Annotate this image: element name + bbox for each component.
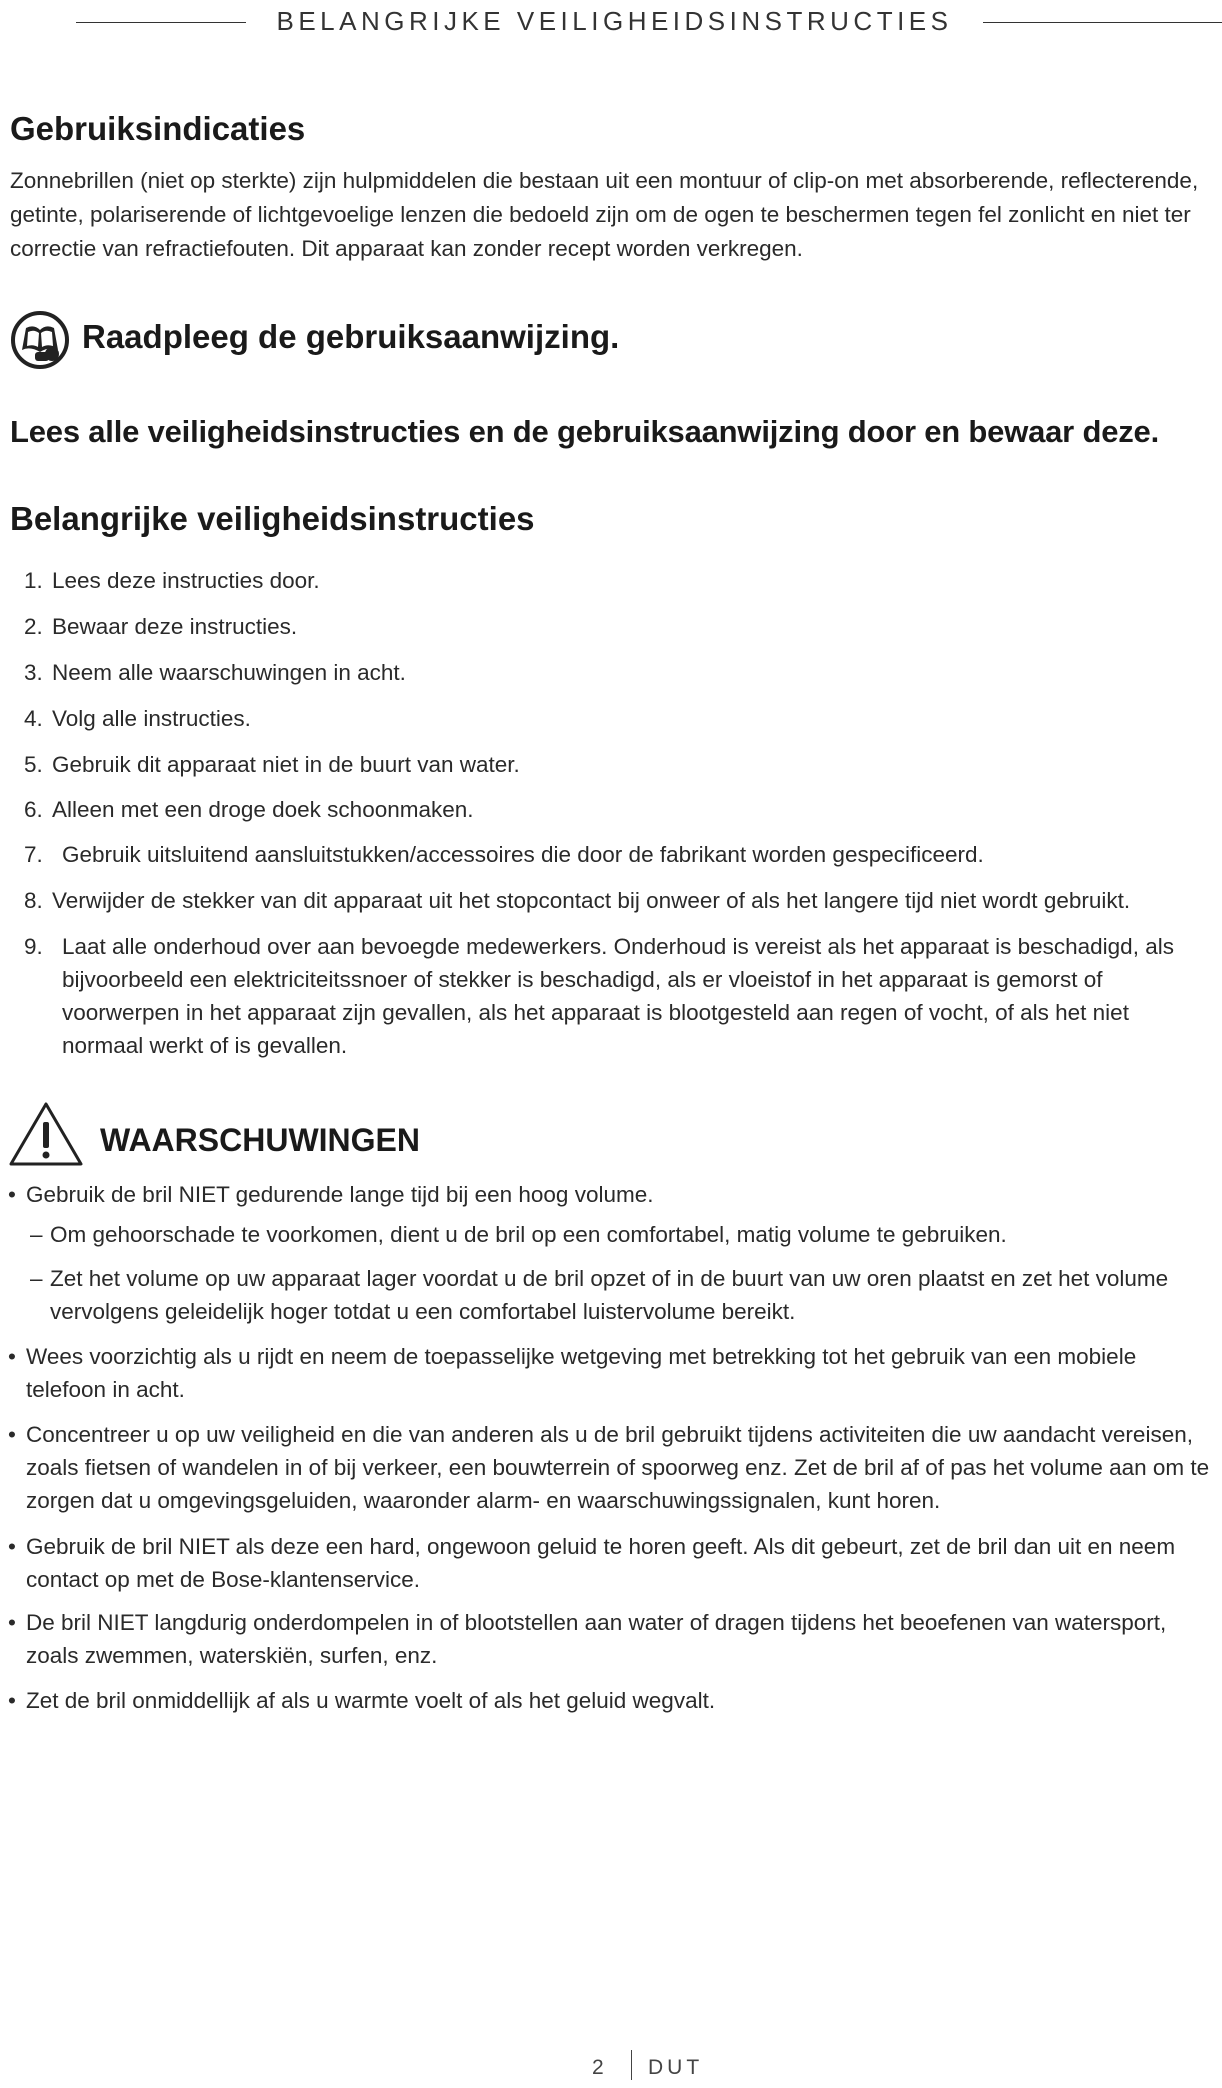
list-item-text: Neem alle waarschuwingen in acht. (52, 660, 406, 685)
list-item-number: 3. (24, 660, 43, 685)
list-item-text: Wees voorzichtig als u rijdt en neem de toepasselijke wetgeving met betrekking tot het gebruik van een mobiele telefoon in acht. (26, 1344, 1137, 1402)
list-item-text: De bril NIET langdurig onderdompelen in of blootstellen aan water of dragen tijdens het beoefenen van watersport, zoals zwemmen, waterskiën, surfen, enz. (26, 1610, 1167, 1668)
list-item-text: Zet de bril onmiddellijk af als u warmte voelt of als het geluid wegvalt. (26, 1688, 716, 1713)
bullet-marker: • (8, 1534, 16, 1559)
usage-paragraph: Zonnebrillen (niet op sterkte) zijn hulpmiddelen die bestaan uit een montuur of clip-on met absorberende, reflecterende, getinte, polariserende of lichtgevoelige lenzen die bedoeld zijn om de ogen te beschermen tegen fel zonlicht en niet ter correctie van refractiefouten. Dit apparaat kan zonder recept worden verkregen. (10, 168, 1199, 261)
safety-heading: Belangrijke veiligheidsinstructies (10, 500, 535, 537)
usage-heading: Gebruiksindicaties (10, 110, 306, 147)
list-item-text: Concentreer u op uw veiligheid en die van anderen als u de bril gebruikt tijdens activiteiten die uw aandacht vereisen, zoals fietsen of wandelen in of bij verkeer, een bouwterrein of spoorweg enz. Zet de bril af of pas het volume aan om te zorgen dat u omgevingsgeluiden, waaronder alarm- en waarschuwingssignalen, kunt horen. (26, 1422, 1210, 1513)
list-item-text: Verwijder de stekker van dit apparaat uit het stopcontact bij onweer of als het langere tijd niet wordt gebruikt. (52, 888, 1131, 913)
list-item-text: Gebruik de bril NIET gedurende lange tijd bij een hoog volume. (26, 1182, 654, 1207)
warning-triangle-icon (8, 1100, 84, 1168)
dash-marker: – (30, 1222, 43, 1247)
bullet-marker: • (8, 1344, 16, 1369)
list-item-text: Om gehoorschade te voorkomen, dient u de bril op een comfortabel, matig volume te gebruiken. (50, 1222, 1007, 1247)
list-item-text: Bewaar deze instructies. (52, 614, 298, 639)
footer-divider (631, 2050, 632, 2080)
list-item-text: Volg alle instructies. (52, 706, 251, 731)
list-item-text: Gebruik de bril NIET als deze een hard, ongewoon geluid te horen geeft. Als dit gebeurt, zet de bril dan uit en neem contact op met de Bose-klantenservice. (26, 1534, 1176, 1592)
list-item-text: Gebruik uitsluitend aansluitstukken/accessoires die door de fabrikant worden gespecificeerd. (62, 842, 984, 867)
list-item-number: 2. (24, 614, 43, 639)
page-header (0, 6, 1222, 36)
list-item-number: 4. (24, 706, 43, 731)
header-title: BELANGRIJKE VEILIGHEIDSINSTRUCTIES (276, 6, 953, 36)
page-footer (0, 2050, 1222, 2084)
bullet-marker: • (8, 1688, 16, 1713)
list-item-text: Gebruik dit apparaat niet in de buurt van water. (52, 752, 520, 777)
list-item-number: 7. (24, 842, 43, 867)
read-keep-instructions: Lees alle veiligheidsinstructies en de gebruiksaanwijzing door en bewaar deze. (10, 414, 1159, 449)
consult-manual-icon (10, 310, 70, 370)
header-rule-right (983, 22, 1222, 23)
list-item-text: Laat alle onderhoud over aan bevoegde medewerkers. Onderhoud is vereist als het apparaat is beschadigd, als bijvoorbeeld een elektriciteitssnoer of stekker is beschadigd, als er vloeistof in het apparaat is gemorst of voorwerpen in het apparaat zijn gevallen, als het apparaat is blootgesteld aan regen of vocht, of als het niet normaal werkt of is gevallen. (62, 934, 1174, 1058)
list-item-text: Lees deze instructies door. (52, 568, 320, 593)
consult-manual-text: Raadpleeg de gebruiksaanwijzing. (82, 318, 620, 355)
language-code: DUT (648, 2056, 704, 2079)
dash-marker: – (30, 1266, 43, 1291)
list-item-number: 5. (24, 752, 43, 777)
list-item-text: Zet het volume op uw apparaat lager voordat u de bril opzet of in de buurt van uw oren plaatst en zet het volume vervolgens geleidelijk hoger totdat u een comfortabel luistervolume bereikt. (50, 1266, 1169, 1324)
list-item-number: 6. (24, 797, 43, 822)
header-rule-left (76, 22, 246, 23)
list-item-number: 9. (24, 934, 43, 959)
bullet-marker: • (8, 1610, 16, 1635)
list-item-number: 1. (24, 568, 43, 593)
list-item-number: 8. (24, 888, 43, 913)
list-item-text: Alleen met een droge doek schoonmaken. (52, 797, 474, 822)
page-number: 2 (592, 2056, 604, 2079)
bullet-marker: • (8, 1422, 16, 1447)
warnings-heading: WAARSCHUWINGEN (100, 1122, 420, 1158)
bullet-marker: • (8, 1182, 16, 1207)
